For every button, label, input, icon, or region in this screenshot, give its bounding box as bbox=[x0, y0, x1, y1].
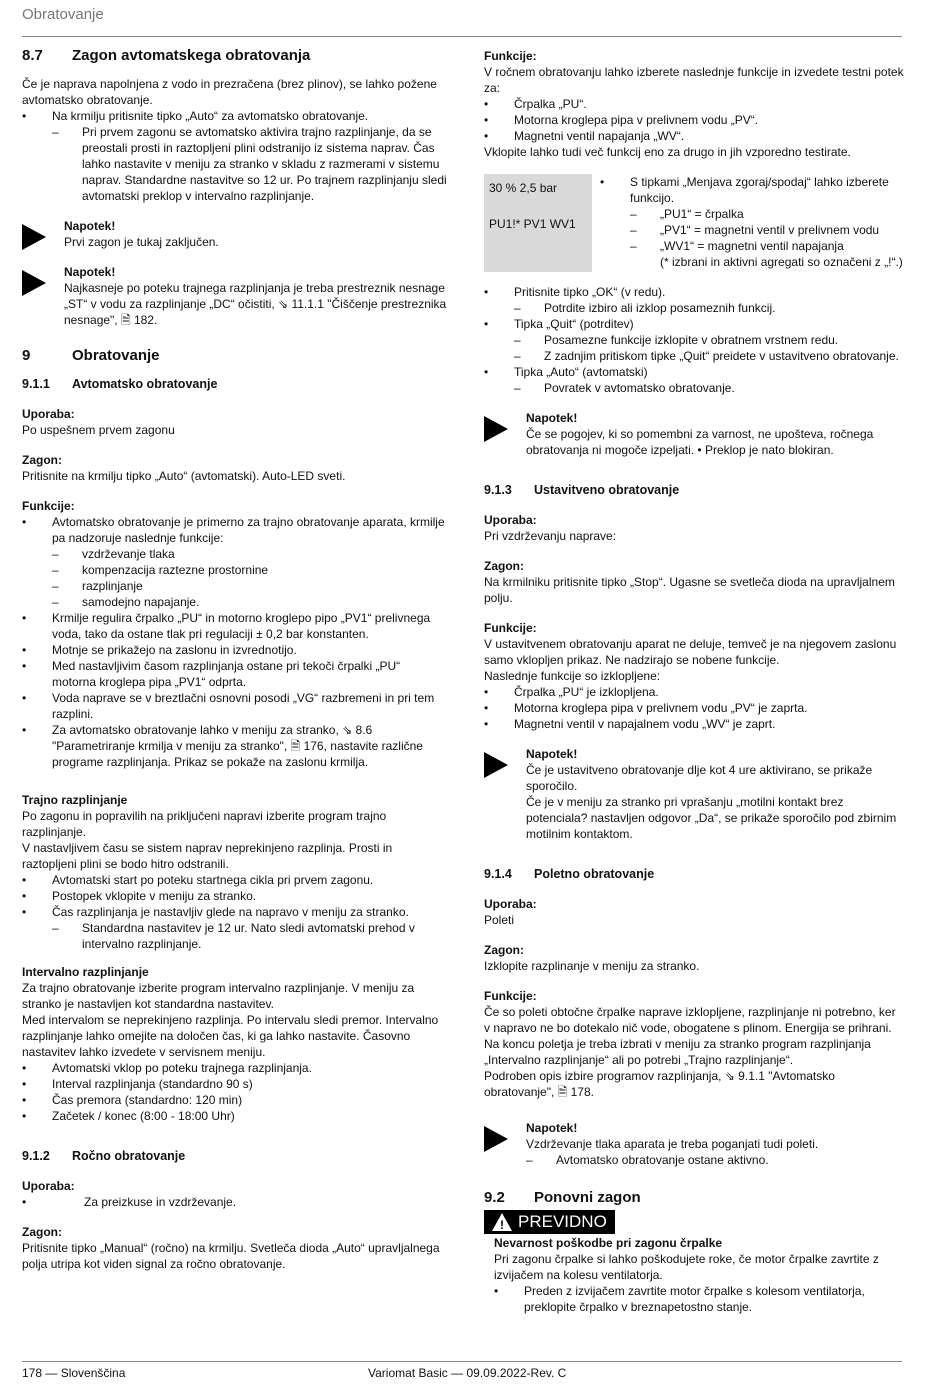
list-item: • Voda naprave se v breztlačni osnovni posodi „VG“ razbremeni in pri tem razplini. bbox=[22, 690, 447, 722]
list-item: • Čas razplinjanja je nastavljiv glede na napravo v meniju za stranko. – Standardna nastavitev je 12 ur. Nato sledi avtomatski prehod v intervalno razplinjanje. bbox=[22, 904, 447, 952]
left-column bbox=[22, 48, 447, 1272]
section-8-7-heading: 8.7 Zagon avtomatskega obratovanja bbox=[22, 47, 311, 64]
arrow-icon bbox=[22, 264, 64, 328]
footnote: (* izbrani in aktivni agregati so označeni z „!“.) bbox=[660, 255, 903, 269]
label: Funkcije: bbox=[22, 499, 75, 513]
caution-body: Nevarnost poškodbe pri zagonu črpalke Pri zagonu črpalke si lahko poškodujete roke, če motor črpalke zavrtite z izvijačem na kolesu ventilatorja. • Preden z izvijačem zavrtite motor črpalke s kolesom ventilatorja, preklopite črpalko v breznapetostno stanje. bbox=[484, 1235, 904, 1315]
list-item: • Začetek / konec (8:00 - 18:00 Uhr) bbox=[22, 1108, 447, 1124]
warning-icon: ! bbox=[492, 1213, 512, 1231]
label: Uporaba: bbox=[484, 513, 537, 527]
label: Uporaba: bbox=[22, 407, 75, 421]
paragraph: Za trajno obratovanje izberite program intervalno razplinjanje. V meniju za stranko je nastavljen kot standardna nastavitev. bbox=[22, 981, 415, 1011]
label: Uporaba: bbox=[484, 897, 537, 911]
label: Zagon: bbox=[22, 1225, 62, 1239]
list-item: – Povratek v avtomatsko obratovanje. bbox=[514, 380, 904, 396]
paragraph: Po zagonu in popravilih na priključeni napravi izberite program trajno razplinjanje. bbox=[22, 809, 387, 839]
list-item: – razplinjanje bbox=[52, 578, 447, 594]
paragraph: Pri vzdrževanju naprave: bbox=[484, 529, 617, 543]
paragraph: Po uspešnem prvem zagonu bbox=[22, 423, 175, 437]
section-9-1-3-heading: 9.1.3 Ustavitveno obratovanje bbox=[484, 483, 680, 497]
list-item: • Tipka „Quit“ (potrditev) – Posamezne funkcije izklopite v obratnem vrstnem redu. – Z zadnjim pritiskom tipke „Quit“ preidete v ustavitveno obratovanje. bbox=[484, 316, 904, 364]
header-divider bbox=[22, 36, 902, 37]
paragraph: Med intervalom se neprekinjeno razplinja. Po intervalu sledi premor. Intervalno razplinjanje lahko omejite na določen čas, ki ga lahko nastavite. Časovno nastavitev lahko izvedete v servisnem meniju. bbox=[22, 1013, 439, 1059]
list-item: • Črpalka „PU“ je izklopljena. bbox=[484, 684, 904, 700]
list-item: • Avtomatski start po poteku startnega cikla pri prvem zagonu. bbox=[22, 872, 447, 888]
section-9-2-heading: 9.2 Ponovni zagon bbox=[484, 1189, 641, 1206]
list-item: • Med nastavljivim časom razplinjanja ostane pri tekoči črpalki „PU“ motorna kroglepa pipa „PV1“ odprta. bbox=[22, 658, 447, 690]
list-item: – Pri prvem zagonu se avtomatsko aktivira trajno razplinjanje, da se preostali prosti in raztopljeni plini odstranijo iz sistema naprav. Čas lahko nastavite v meniju za stranko v skladu z razmerami v sistemu naprav. Standardne nastavitve so 12 ur. Po trajnem razplinjanju sledi avtomatski preklop v intervalno razplinjanje. bbox=[52, 124, 447, 204]
list-item: • Interval razplinjanja (standardno 90 s) bbox=[22, 1076, 447, 1092]
label: Intervalno razplinjanje bbox=[22, 965, 149, 979]
list-item: • S tipkami „Menjava zgoraj/spodaj“ lahko izberete funkcijo. – „PU1“ = črpalka – „PV1“ = magnetni ventil v prelivnem vodu – „WV1“ = magnetni ventil napajanja (* izbrani in aktivni agregati so označeni z „!“.) bbox=[600, 174, 904, 270]
cross-reference-link[interactable]: • Za avtomatsko obratovanje lahko v meniju za stranko, ⇘ 8.6 "Parametriranje krmilja v meniju za stranko", 🗎 176, nastavite različne programe razplinjanja. Prikaz se pokaže na zaslonu krmilja. bbox=[22, 722, 447, 770]
list-item: – Standardna nastavitev je 12 ur. Nato sledi avtomatski prehod v intervalno razplinjanje. bbox=[52, 920, 447, 952]
list-item: – „WV1“ = magnetni ventil napajanja bbox=[630, 238, 904, 254]
list-item: – „PV1“ = magnetni ventil v prelivnem vodu bbox=[630, 222, 904, 238]
list-item: • Magnetni ventil napajanja „WV“. bbox=[484, 128, 904, 144]
list-item: – kompenzacija raztezne prostornine bbox=[52, 562, 447, 578]
list-item: – „PU1“ = črpalka bbox=[630, 206, 904, 222]
note-box: Napotek! Če je ustavitveno obratovanje dlje kot 4 ure aktivirano, se prikaže sporočilo. Če je v meniju za stranko pri vprašanju „motilni kontakt brez potenciala? nastavljen odgovor „Da“, se prikaže sporočilo pod zbirnim motilnim kontaktom. bbox=[484, 746, 904, 842]
document-info: Variomat Basic — 09.09.2022-Rev. C bbox=[368, 1366, 567, 1380]
label: Trajno razplinjanje bbox=[22, 793, 128, 807]
display-line: PU1!* PV1 WV1 bbox=[489, 217, 576, 231]
page-header: Obratovanje bbox=[22, 6, 104, 23]
list-item: • Motnje se prikažejo na zaslonu in izvrednotijo. bbox=[22, 642, 447, 658]
label: Funkcije: bbox=[484, 621, 537, 635]
list-item: • Tipka „Auto“ (avtomatski) – Povratek v avtomatsko obratovanje. bbox=[484, 364, 904, 396]
paragraph: V nastavljivem času se sistem naprav neprekinjeno razplinja. Prosti in raztopljeni plini se bodo hitro odstranili. bbox=[22, 841, 393, 871]
label: Funkcije: bbox=[484, 989, 537, 1003]
list-item: • Za preizkuse in vzdrževanje. bbox=[22, 1194, 447, 1210]
list-item: • Na krmilju pritisnite tipko „Auto“ za avtomatsko obratovanje. – Pri prvem zagonu se avtomatsko aktivira trajno razplinjanje, da se preostali prosti in raztopljeni plini odstranijo iz sistema naprav. Čas lahko nastavite v meniju za stranko v skladu z razmerami v sistemu naprav. Standardne nastavitve so 12 ur. Po trajnem razplinjanju sledi avtomatski preklop v intervalno razplinjanje. bbox=[22, 108, 447, 204]
label: Zagon: bbox=[22, 453, 62, 467]
list-item: • Avtomatski vklop po poteku trajnega razplinjanja. bbox=[22, 1060, 447, 1076]
paragraph: Na koncu poletja je treba izbrati v meniju za stranko program razplinjanja „Intervalno razplinjanje“ ali po potrebi „Trajno razplinjanje“. bbox=[484, 1037, 871, 1067]
footer-divider bbox=[22, 1361, 902, 1362]
paragraph: Vklopite lahko tudi več funkcij eno za drugo in jih vzporedno testirate. bbox=[484, 145, 851, 159]
list-item: – Potrdite izbiro ali izklop posameznih funkcij. bbox=[514, 300, 904, 316]
paragraph: Če so poleti obtočne črpalke naprave izklopljene, razplinjanje ni potrebno, ker v napravo ne bo dotekalo nič vode, obogatene s plinom. Energija se prihrani. bbox=[484, 1005, 896, 1035]
paragraph: Poleti bbox=[484, 913, 515, 927]
paragraph: Pritisnite na krmilju tipko „Auto“ (avtomatski). Auto-LED sveti. bbox=[22, 469, 346, 483]
list-item: – Posamezne funkcije izklopite v obratnem vrstnem redu. bbox=[514, 332, 904, 348]
list-item: • Čas premora (standardno: 120 min) bbox=[22, 1092, 447, 1108]
note-box: Napotek! Najkasneje po poteku trajnega razplinjanja je treba prestreznik nesnage „ST“ v vodu za razplinjanje „DC“ očistiti, ⇘ 11.1.1 "Čiščenje prestreznika nesnage", 🗎 182. bbox=[22, 264, 447, 328]
display-illustration bbox=[484, 174, 904, 272]
controller-display bbox=[484, 174, 592, 272]
list-item: • Preden z izvijačem zavrtite motor črpalke s kolesom ventilatorja, preklopite črpalko v breznapetostno stanje. bbox=[494, 1283, 904, 1315]
paragraph: Če je naprava napolnjena z vodo in prezračena (brez plinov), se lahko požene avtomatsko obratovanje. bbox=[22, 77, 437, 107]
list-item: • Pritisnite tipko „OK“ (v redu). – Potrdite izbiro ali izklop posameznih funkcij. bbox=[484, 284, 904, 316]
note-box: Napotek! Vzdrževanje tlaka aparata je treba poganjati tudi poleti. – Avtomatsko obratovanje ostane aktivno. bbox=[484, 1120, 904, 1168]
arrow-icon bbox=[484, 1120, 526, 1168]
list-item: • Avtomatsko obratovanje je primerno za trajno obratovanje aparata, krmilje pa nadzoruje naslednje funkcije: – vzdrževanje tlaka – kompenzacija raztezne prostornine – razplinjanje – samodejno napajanje. bbox=[22, 514, 447, 610]
label: Zagon: bbox=[484, 943, 524, 957]
page-number: 178 — Slovenščina bbox=[22, 1366, 126, 1380]
section-9-1-2-heading: 9.1.2 Ročno obratovanje bbox=[22, 1149, 186, 1163]
list-item: • Postopek vklopite v meniju za stranko. bbox=[22, 888, 447, 904]
label: Funkcije: bbox=[484, 49, 537, 63]
paragraph: Pritisnite tipko „Manual“ (ročno) na krmilju. Svetleča dioda „Auto“ upravljalnega polja utripa kot viden signal za ročno obratovanje. bbox=[22, 1241, 440, 1271]
list-item: • Motorna kroglepa pipa v prelivnem vodu „PV“. bbox=[484, 112, 904, 128]
caution-badge: ! PREVIDNO bbox=[484, 1210, 615, 1234]
display-line: 30 % 2,5 bar bbox=[489, 181, 558, 195]
list-item: – Avtomatsko obratovanje ostane aktivno. bbox=[526, 1152, 818, 1168]
list-item: • Črpalka „PU“. bbox=[484, 96, 904, 112]
list-item: • Krmilje regulira črpalko „PU“ in motorno kroglepo pipo „PV1“ prelivnega voda, tako da ostane tlak pri regulaciji ± 0,2 bar konstanten. bbox=[22, 610, 447, 642]
paragraph: Naslednje funkcije so izklopljene: bbox=[484, 669, 661, 683]
paragraph: V ročnem obratovanju lahko izberete naslednje funkcije in izvedete testni potek za: bbox=[484, 65, 904, 95]
paragraph: V ustavitvenem obratovanju aparat ne deluje, temveč je na njegovem zaslonu samo vklopljen prikaz. Ne nadzirajo se nobene funkcije. bbox=[484, 637, 897, 667]
arrow-icon bbox=[22, 218, 64, 250]
list-item: – vzdrževanje tlaka bbox=[52, 546, 447, 562]
section-9-heading: 9 Obratovanje bbox=[22, 347, 160, 364]
cross-reference-link[interactable]: Podroben opis izbire programov razplinjanja, ⇘ 9.1.1 "Avtomatsko obratovanje", 🗎 178. bbox=[484, 1069, 835, 1099]
list-item: – Z zadnjim pritiskom tipke „Quit“ preidete v ustavitveno obratovanje. bbox=[514, 348, 904, 364]
note-box: Napotek! Če se pogojev, ki so pomembni za varnost, ne upošteva, ročnega obratovanja ni mogoče izpeljati. • Preklop je nato blokiran. bbox=[484, 410, 904, 458]
note-box: Napotek! Prvi zagon je tukaj zaključen. bbox=[22, 218, 447, 250]
list-item: – samodejno napajanje. bbox=[52, 594, 447, 610]
arrow-icon bbox=[484, 746, 526, 842]
paragraph: Izklopite razplinanje v meniju za stranko. bbox=[484, 959, 700, 973]
list-item: • Motorna kroglepa pipa v prelivnem vodu „PV“ je zaprta. bbox=[484, 700, 904, 716]
list-item: • Magnetni ventil v napajalnem vodu „WV“ je zaprt. bbox=[484, 716, 904, 732]
paragraph: Na krmilniku pritisnite tipko „Stop“. Ugasne se svetleča dioda na upravljalnem polju. bbox=[484, 575, 895, 605]
arrow-icon bbox=[484, 410, 526, 458]
section-9-1-4-heading: 9.1.4 Poletno obratovanje bbox=[484, 867, 655, 881]
section-9-1-1-heading: 9.1.1 Avtomatsko obratovanje bbox=[22, 377, 218, 391]
label: Zagon: bbox=[484, 559, 524, 573]
cross-reference-link[interactable]: Najkasneje po poteku trajnega razplinjanja je treba prestreznik nesnage „ST“ v vodu za razplinjanje „DC“ očistiti, ⇘ 11.1.1 "Čiščenje prestreznika nesnage", 🗎 182. bbox=[64, 281, 447, 327]
label: Uporaba: bbox=[22, 1179, 75, 1193]
right-column bbox=[484, 48, 904, 1315]
